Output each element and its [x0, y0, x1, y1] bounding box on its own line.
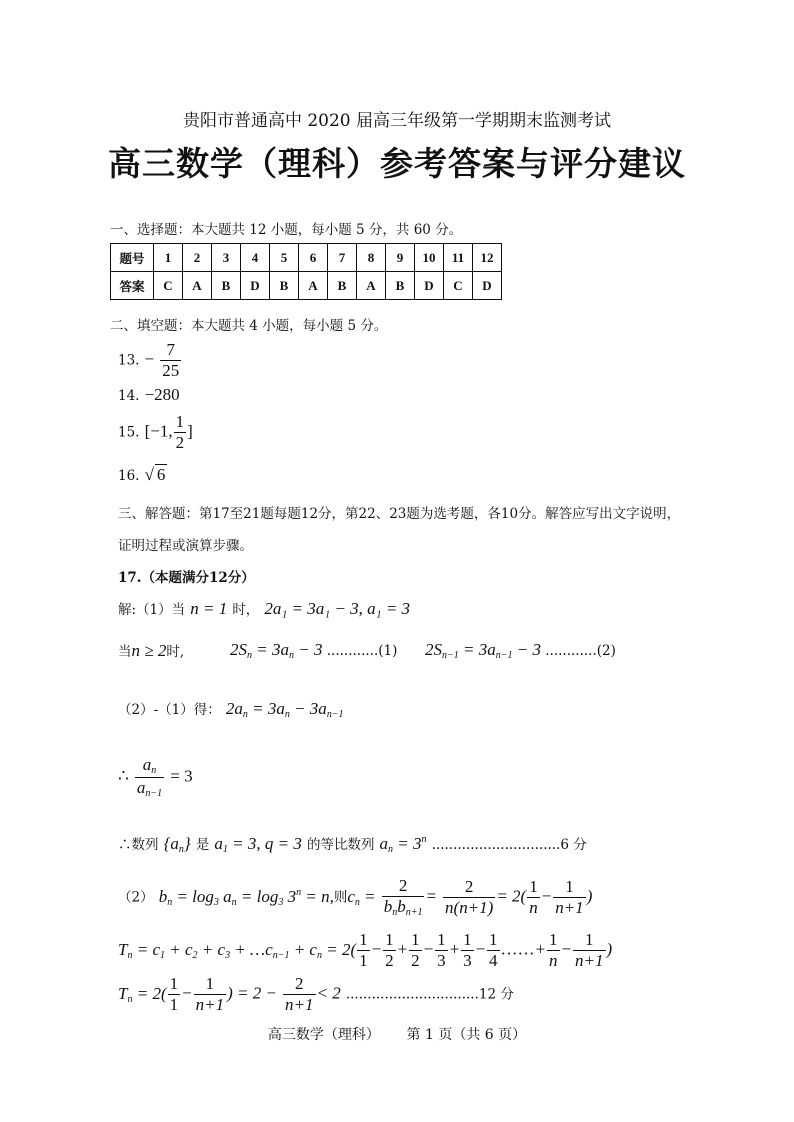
page-title: 高三数学（理科）参考答案与评分建议 — [108, 144, 686, 183]
interval-close: ] — [187, 421, 193, 441]
solution-text: 解:（1）当 — [118, 602, 186, 618]
exam-subtitle: 贵阳市普通高中 2020 届高三年级第一学期期末监测考试 — [182, 111, 612, 131]
question-number-cell: 3 — [212, 244, 241, 272]
question-number-cell: 10 — [415, 244, 444, 272]
equation-2: $2S_{n-1} = 3a_{n-1} - 3$ ............(2) — [425, 640, 616, 661]
answer-cell: B — [270, 272, 299, 300]
question-number-cell: 2 — [183, 244, 212, 272]
answer-cell: A — [183, 272, 212, 300]
fraction: $\frac{1}{4}$ — [489, 930, 498, 970]
table-row — [111, 244, 502, 272]
solution-text: （2）-（1）得： — [118, 702, 221, 718]
denominator: 25 — [162, 360, 180, 380]
fraction: $\frac{1}{3}$ — [463, 930, 472, 970]
fraction: $\frac{1}{n}$ — [549, 930, 558, 970]
footer-page-number: 第 1 页（共 6 页） — [406, 1027, 527, 1043]
condition: n ≥ 2 — [131, 641, 167, 660]
fraction: $\frac{2}{b_nb_{n+1}}$ — [383, 876, 423, 918]
question-number: 13. — [118, 352, 140, 369]
solution-line-4 — [118, 755, 193, 799]
question-number: 15. — [118, 424, 140, 441]
equation-tag: ............(2) — [540, 643, 616, 659]
answer-cell: D — [241, 272, 270, 300]
page-footer — [0, 1024, 794, 1044]
answer-15 — [118, 412, 193, 452]
fraction: $\frac{1}{n+1}$ — [555, 876, 584, 917]
answer-value: −280 — [144, 385, 180, 404]
fraction: $\frac{1}{1}$ — [169, 974, 179, 1014]
denominator: 2 — [175, 432, 185, 452]
answer-cell: A — [299, 272, 328, 300]
fraction: $\frac{2}{n(n+1)}$ — [445, 876, 494, 917]
question-number-cell: 4 — [241, 244, 270, 272]
equation-1: $2S_n = 3a_n - 3$ ............(1) — [230, 640, 398, 661]
score-tag: ..............................6 分 — [431, 837, 587, 853]
radicand: 6 — [156, 465, 166, 484]
row-label: 答案 — [111, 272, 154, 300]
question-number: 16. — [118, 468, 140, 484]
question-number-cell: 1 — [154, 244, 183, 272]
answer-16 — [118, 464, 167, 485]
answer-cell: A — [357, 272, 386, 300]
fraction: $\frac{1}{1}$ — [359, 930, 368, 970]
problem-17-title: 17.（本题满分12分） — [118, 570, 255, 586]
section3-heading-cont: 证明过程或演算步骤。 — [118, 538, 253, 554]
solution-line-6: （2） $b_n = \log_3 a_n = \log_3 3^n = n$,则$c_n$ = $\frac{2}{b_nb_{n+1}}$ = $\frac{2}{n(n+1)}$ = 2( $\frac{1}{n}$ − $\frac{1}{n+1}$ ) — [118, 876, 593, 918]
answer-cell: B — [328, 272, 357, 300]
minus-sign: − — [144, 349, 155, 369]
equation-tag: ............(1) — [322, 643, 398, 659]
section3-heading: 三、解答题：第17至21题每题12分，第22、23题为选考题，各10分。解答应写出文字说明， — [118, 506, 681, 522]
question-number-cell: 9 — [386, 244, 415, 272]
therefore-symbol: ∴ — [118, 766, 129, 786]
answer-cell: C — [444, 272, 473, 300]
equation: = 3 — [170, 766, 193, 786]
equation: 2a₁ = 3a₁ − 3, a₁ = 3 — [264, 599, 411, 618]
fraction: $\frac{1}{n+1}$ — [195, 974, 225, 1014]
solution-text: 的等比数列 — [306, 837, 375, 853]
fraction — [174, 412, 187, 452]
solution-line-1 — [118, 598, 410, 619]
condition: n = 1 — [190, 599, 228, 618]
table-row — [111, 272, 502, 300]
question-number: 14. — [118, 388, 140, 404]
solution-text: 则 — [333, 889, 348, 906]
fraction: $\frac{1}{n}$ — [529, 876, 538, 917]
score-tag: ...............................12 分 — [345, 986, 514, 1003]
fraction — [160, 340, 181, 380]
solution-text: （2） — [118, 889, 154, 906]
question-number-cell: 7 — [328, 244, 357, 272]
solution-line-3: （2）-（1）得： $2a_n = 3a_n - 3a_{n-1}$ — [118, 699, 344, 720]
numerator: 7 — [160, 340, 181, 361]
answer-cell: D — [473, 272, 502, 300]
answer-13 — [118, 340, 182, 380]
answer-cell: B — [212, 272, 241, 300]
answer-cell: B — [386, 272, 415, 300]
solution-line-2 — [118, 640, 184, 661]
solution-text: 当 — [118, 644, 132, 660]
solution-line-5: ∴数列 $\{a_n\}$ 是 $a_1 = 3$, q = 3 的等比数列 $a_n = 3^n$ ..............................6 分 — [118, 834, 587, 855]
solution-text: ∴数列 — [118, 837, 159, 853]
question-number-cell: 12 — [473, 244, 502, 272]
fraction: $\frac{a_n}{a_{n-1}}$ — [136, 755, 163, 799]
fraction: $\frac{1}{n+1}$ — [575, 930, 604, 970]
question-number-cell: 6 — [299, 244, 328, 272]
solution-text: 是 — [195, 837, 210, 853]
answer-cell: D — [415, 272, 444, 300]
interval-open: [−1, — [144, 421, 173, 441]
question-number-cell: 8 — [357, 244, 386, 272]
fraction: $\frac{1}{3}$ — [437, 930, 446, 970]
section2-heading: 二、填空题：本大题共 4 小题，每小题 5 分。 — [110, 318, 388, 334]
solution-text: 时， — [232, 602, 260, 618]
answer-14 — [118, 385, 180, 405]
footer-subject: 高三数学（理科） — [267, 1027, 380, 1043]
ellipsis: …… — [500, 939, 535, 959]
fraction: $\frac{1}{2}$ — [411, 930, 420, 970]
question-number-cell: 5 — [270, 244, 299, 272]
solution-line-7: $T_n = c_1 + c_2 + c_3$ + $\dots c_{n-1} + c_n = 2$( $\frac{1}{1}$ − $\frac{1}{2}$ + $\frac{1}{2}$ − $\frac{1}{3}$ + $\frac{1}{3}$ − $\frac{1}{4}$ ……+ $\frac{1}{n}$ − $\frac{1}{n+1}$ ) — [118, 930, 613, 970]
fraction: $\frac{1}{2}$ — [385, 930, 394, 970]
answer-table — [110, 243, 502, 300]
sqrt-symbol: √ — [144, 465, 154, 484]
numerator: 1 — [175, 412, 185, 431]
solution-text: 时, — [166, 644, 185, 660]
fraction: $\frac{2}{n+1}$ — [285, 974, 314, 1014]
solution-line-8: $T_n = 2$( $\frac{1}{1}$ − $\frac{1}{n+1}$ ) = 2 − $\frac{2}{n+1}$ < 2 ...............................12 分 — [118, 974, 514, 1014]
section1-heading: 一、选择题：本大题共 12 小题，每小题 5 分，共 60 分。 — [110, 222, 463, 238]
answer-cell: C — [154, 272, 183, 300]
row-label: 题号 — [111, 244, 154, 272]
question-number-cell: 11 — [444, 244, 473, 272]
